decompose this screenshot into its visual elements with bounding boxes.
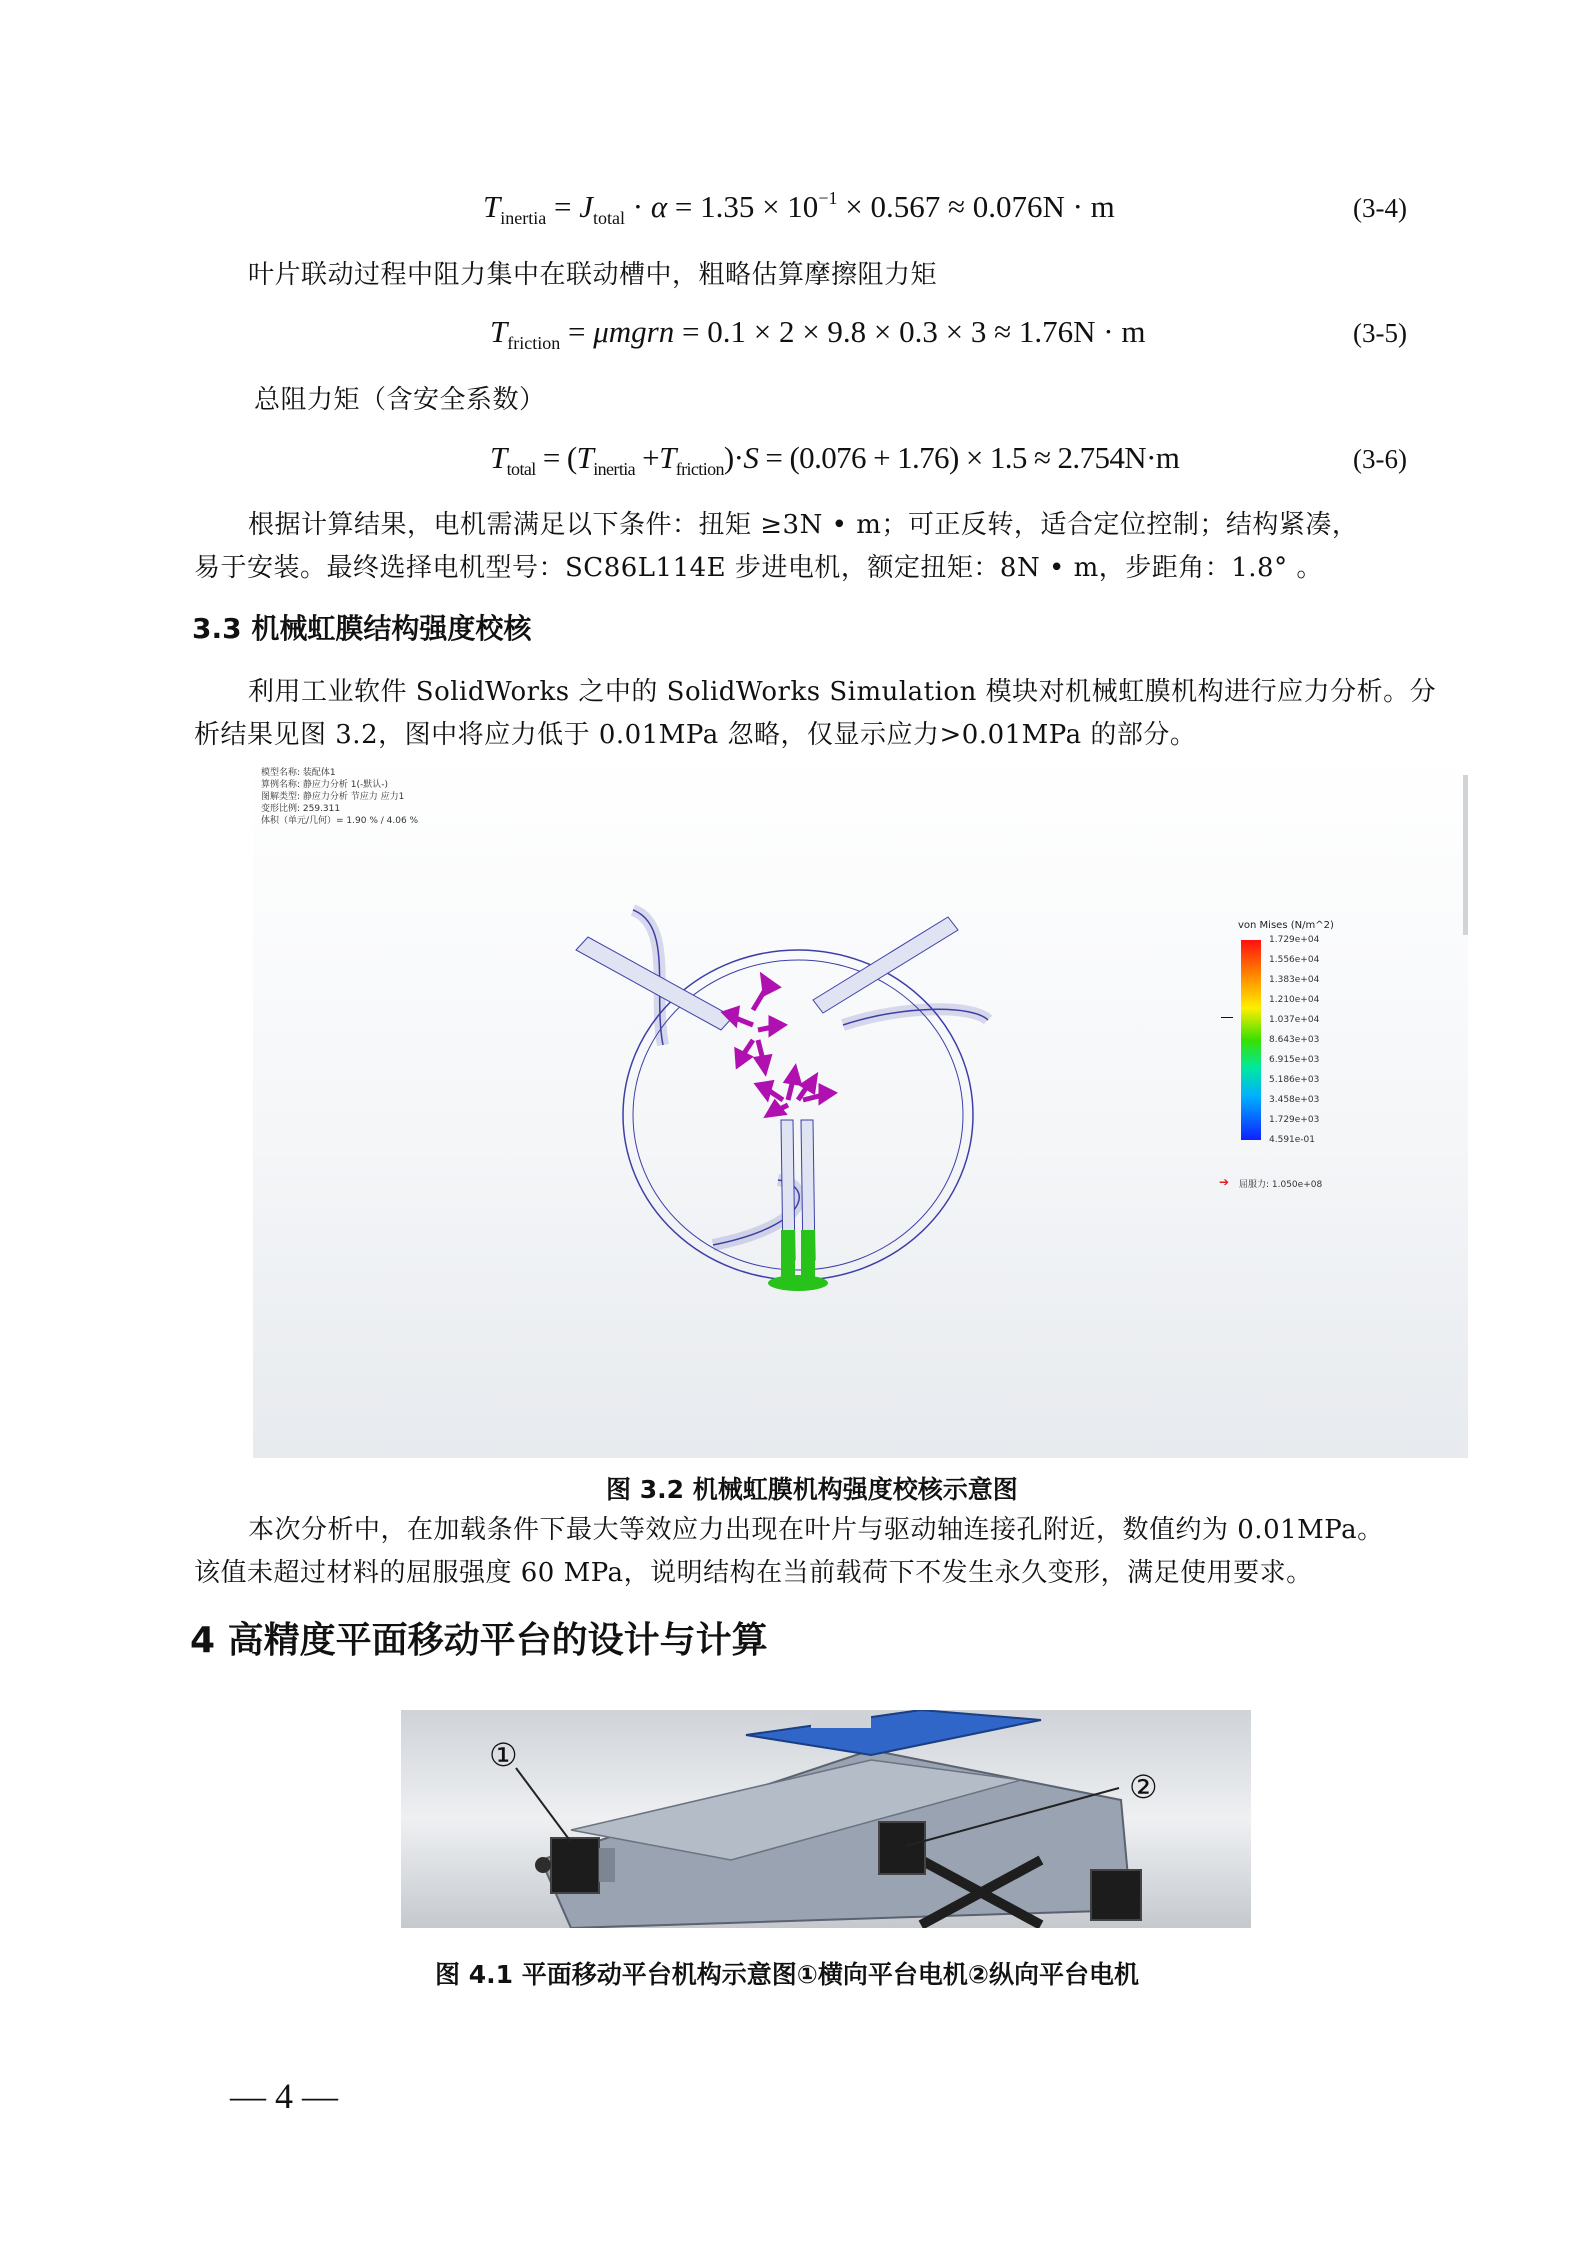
eq-symbol: S: [743, 440, 759, 475]
yield-arrow-icon: ➔: [1219, 1175, 1230, 1189]
equation-number: (3-6): [1353, 444, 1407, 474]
eq-exponent: −1: [818, 188, 838, 208]
legend-pointer: [1221, 1017, 1233, 1018]
paragraph: 析结果见图 3.2，图中将应力低于 0.01MPa 忽略，仅显示应力>0.01MPa 的部分。: [194, 720, 1197, 750]
eq-subscript: inertia: [500, 208, 547, 228]
eq-subscript: total: [592, 208, 625, 228]
legend-label: 1.037e+04: [1269, 1015, 1320, 1025]
paragraph: 根据计算结果，电机需满足以下条件：扭矩 ≥3N • m；可正反转，适合定位控制；结构紧凑，: [248, 510, 1359, 540]
eq-text: = (: [542, 440, 577, 475]
eq-symbol: T: [483, 189, 501, 224]
legend-label: 1.729e+04: [1269, 935, 1320, 945]
legend-colorbar: [1241, 940, 1261, 1140]
legend-label: 3.458e+03: [1269, 1095, 1320, 1105]
top-plate: [746, 1710, 1041, 1755]
iris-model: [253, 755, 1468, 1458]
legend-title: von Mises (N/m^2): [1238, 920, 1334, 931]
paragraph: 该值未超过材料的屈服强度 60 MPa，说明结构在当前载荷下不发生永久变形，满足使用要求。: [194, 1558, 1313, 1588]
sim-meta-line: 算例名称: 静应力分析 1(-默认-): [261, 780, 388, 790]
legend-label: 1.729e+03: [1269, 1115, 1320, 1125]
eq-subscript: total: [506, 459, 536, 479]
fixture: [801, 1230, 815, 1278]
motor-extra: [1091, 1870, 1141, 1920]
legend-label: 1.556e+04: [1269, 955, 1320, 965]
simulation-figure: [253, 755, 1468, 1458]
paragraph: 叶片联动过程中阻力集中在联动槽中，粗略估算摩擦阻力矩: [248, 260, 938, 290]
page-number: — 4 —: [230, 2076, 338, 2116]
legend-label: 1.210e+04: [1269, 995, 1320, 1005]
platform-figure: [401, 1710, 1251, 1928]
top-block: [811, 1710, 871, 1728]
motor-transverse: [551, 1838, 599, 1893]
sim-meta-line: 变形比例: 259.311: [261, 804, 341, 814]
figure-caption: 图 3.2 机械虹膜机构强度校核示意图: [606, 1475, 1018, 1504]
eq-subscript: inertia: [593, 459, 636, 479]
sim-meta-line: 体积（单元/几何）= 1.90 % / 4.06 %: [261, 816, 419, 826]
paragraph: 利用工业软件 SolidWorks 之中的 SolidWorks Simulation 模块对机械虹膜机构进行应力分析。分: [248, 677, 1437, 707]
rail: [813, 917, 958, 1013]
paragraph: 本次分析中，在加载条件下最大等效应力出现在叶片与驱动轴连接孔附近，数值约为 0.01MPa。: [248, 1515, 1384, 1545]
eq-symbol: α: [650, 189, 668, 224]
eq-formula: μmgrn: [593, 314, 675, 349]
eq-text: = (0.076 + 1.76) × 1.5 ≈ 2.754N·m: [765, 440, 1180, 475]
motor-shaft: [535, 1857, 551, 1873]
fixture-base: [768, 1275, 828, 1291]
yield-label: 屈服力: 1.050e+08: [1239, 1180, 1323, 1190]
equation-3-5: $T_{friction}$ = μmgrn = 0.1 × 2 × 9.8 × 0.3 × 3 ≈ 1.76N · m: [490, 314, 1146, 353]
chapter-heading: 4 高精度平面移动平台的设计与计算: [190, 1620, 768, 1661]
callout-2: ②: [1129, 1768, 1158, 1806]
eq-text: = 0.1 × 2 × 9.8 × 0.3 × 3 ≈ 1.76N · m: [681, 314, 1146, 349]
paragraph: 总阻力矩（含安全系数）: [254, 385, 546, 415]
eq-text: = 1.35 × 10: [674, 189, 819, 224]
legend-label: 6.915e+03: [1269, 1055, 1320, 1065]
eq-subscript: friction: [675, 459, 724, 479]
legend-label: 1.383e+04: [1269, 975, 1320, 985]
sim-meta-line: 图解类型: 静应力分析 节应力 应力1: [261, 792, 405, 802]
equation-3-4: $T_{inertia} = J_{total} \cdot \alpha = 1.35 \times 10^{-1} \times 0.567 \approx 0.076N \cdot m$: [483, 188, 1115, 228]
eq-symbol: T: [490, 440, 507, 475]
eq-text: )·: [723, 440, 744, 475]
paragraph: 易于安装。最终选择电机型号：SC86L114E 步进电机，额定扭矩：8N • m，步距角：1.8° 。: [194, 553, 1323, 583]
sim-meta-line: 模型名称: 装配体1: [261, 768, 336, 778]
platform-model: [401, 1710, 1251, 1928]
eq-subscript: friction: [507, 333, 561, 353]
eq-symbol: T: [490, 314, 508, 349]
section-heading: 3.3 机械虹膜结构强度校核: [192, 612, 532, 645]
equation-number: (3-4): [1353, 193, 1407, 223]
legend-label: 8.643e+03: [1269, 1035, 1320, 1045]
callout-leader: [516, 1768, 571, 1842]
figure-caption: 图 4.1 平面移动平台机构示意图①横向平台电机②纵向平台电机: [435, 1960, 1140, 1989]
fixture: [781, 1230, 795, 1278]
eq-symbol: J: [579, 189, 593, 224]
equation-number: (3-5): [1353, 318, 1407, 348]
eq-text: +: [642, 440, 660, 475]
motor-mount: [599, 1848, 615, 1882]
equation-3-6: $T_{total} = (T_{inertia} +T_{friction})\cdot S = (0.076 + 1.76) \times 1.5 \approx 2.754N\cdot m$: [490, 440, 1180, 479]
callout-1: ①: [489, 1736, 518, 1774]
eq-text: × 0.567 ≈ 0.076N · m: [845, 189, 1115, 224]
legend-label: 5.186e+03: [1269, 1075, 1320, 1085]
motor-longitudinal: [879, 1822, 925, 1874]
legend-label: 4.591e-01: [1269, 1135, 1316, 1145]
